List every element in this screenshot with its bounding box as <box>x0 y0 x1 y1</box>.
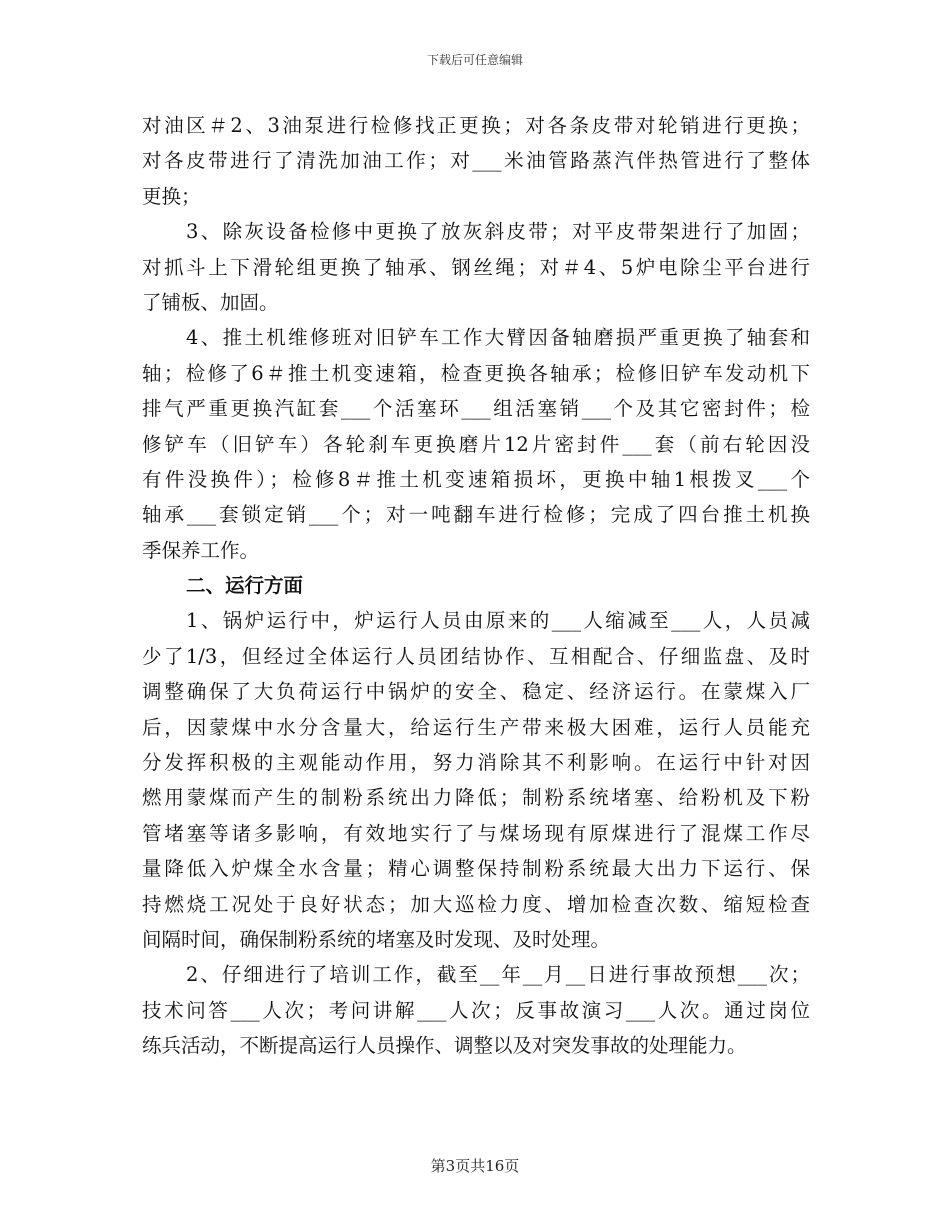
body-line: 2、仔细进行了培训工作，截至__年__月__日进行事故预想___次； <box>186 963 810 987</box>
body-line: 轴承___套锁定销___个；对一吨翻车进行检修；完成了四台推土机换 <box>142 503 810 527</box>
body-line: 修铲车（旧铲车）各轮刹车更换磨片12片密封件___套（前右轮因没 <box>142 432 810 456</box>
body-line: 3、除灰设备检修中更换了放灰斜皮带；对平皮带架进行了加固； <box>186 220 810 244</box>
body-line: 有件没换件）；检修8＃推土机变速箱损坏，更换中轴1根拨叉___个 <box>142 467 810 491</box>
body-line: 管堵塞等诸多影响，有效地实行了与煤场现有原煤进行了混煤工作尽 <box>142 821 810 845</box>
body-line: 季保养工作。 <box>142 538 260 562</box>
body-line: 对油区＃2、3油泵进行检修找正更换；对各条皮带对轮销进行更换； <box>142 114 810 137</box>
body-line: 练兵活动，不断提高运行人员操作、调整以及对突发事故的处理能力。 <box>142 1034 747 1058</box>
body-line: 1、锅炉运行中，炉运行人员由原来的___人缩减至___人，人员减 <box>186 609 810 633</box>
body-line: 排气严重更换汽缸套___个活塞环___组活塞销___个及其它密封件；检 <box>142 397 810 421</box>
page-footer: 第3页共16页 <box>430 1157 520 1175</box>
section-heading: 二、运行方面 <box>186 574 304 598</box>
body-line: 调整确保了大负荷运行中锅炉的安全、稳定、经济运行。在蒙煤入厂 <box>142 680 810 704</box>
body-line: 少了1/3，但经过全体运行人员团结协作、互相配合、仔细监盘、及时 <box>142 644 810 668</box>
body-line: 持燃烧工况处于良好状态；加大巡检力度、增加检查次数、缩短检查 <box>142 892 810 916</box>
body-line: 更换； <box>142 184 201 208</box>
document-body <box>142 108 810 1064</box>
body-line: 对抓斗上下滑轮组更换了轴承、钢丝绳；对＃4、5炉电除尘平台进行 <box>142 255 810 279</box>
body-line: 4、推土机维修班对旧铲车工作大臂因备轴磨损严重更换了轴套和 <box>186 326 810 350</box>
body-line: 技术问答___人次；考问讲解___人次；反事故演习___人次。通过岗位 <box>142 998 810 1022</box>
body-line: 量降低入炉煤全水含量；精心调整保持制粉系统最大出力下运行、保 <box>142 857 810 881</box>
body-line: 燃用蒙煤而产生的制粉系统出力降低；制粉系统堵塞、给粉机及下粉 <box>142 786 810 810</box>
page-header: 下载后可任意编辑 <box>426 53 523 67</box>
body-line: 轴；检修了6＃推土机变速箱，检查更换各轴承；检修旧铲车发动机下 <box>142 361 810 385</box>
body-line: 后，因蒙煤中水分含量大，给运行生产带来极大困难，运行人员能充 <box>142 715 810 739</box>
body-line: 对各皮带进行了清洗加油工作；对___米油管路蒸汽伴热管进行了整体 <box>142 149 810 173</box>
body-line: 间隔时间，确保制粉系统的堵塞及时发现、及时处理。 <box>142 927 611 951</box>
body-line: 分发挥积极的主观能动作用，努力消除其不利影响。在运行中针对因 <box>142 751 810 775</box>
body-line: 了铺板、加固。 <box>142 290 279 314</box>
